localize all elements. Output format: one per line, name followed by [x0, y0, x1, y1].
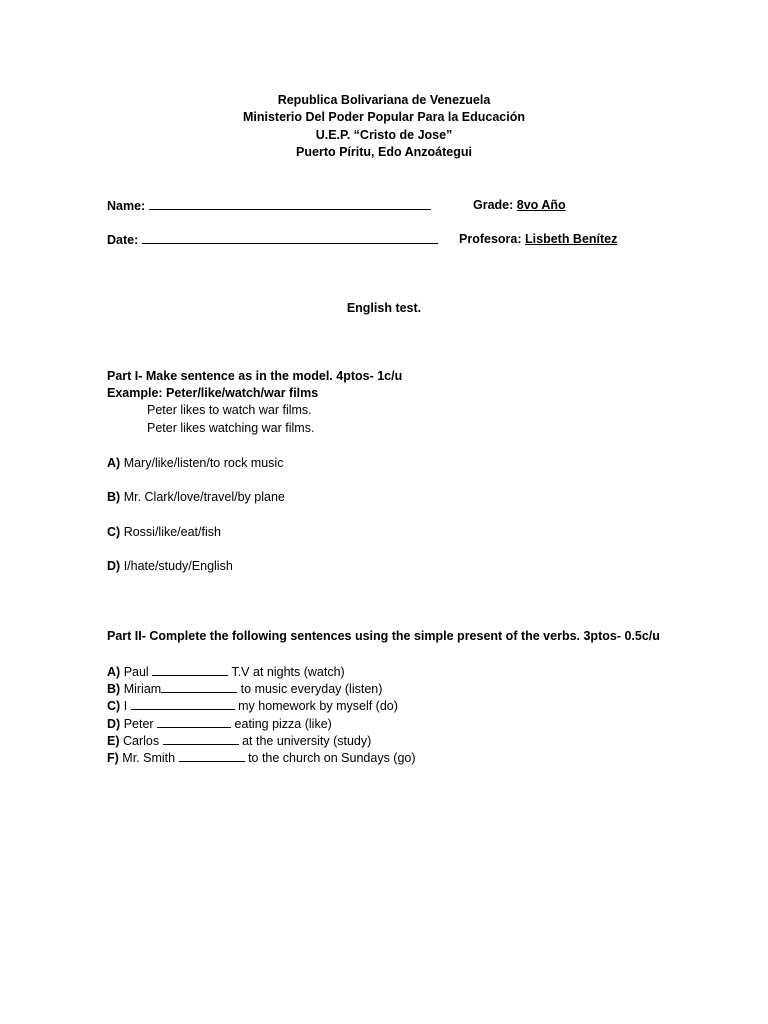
- header-line-2: Ministerio Del Poder Popular Para la Educación: [242, 110, 526, 124]
- part2-heading: Part II- Complete the following sentences using the simple present of the verbs. 3ptos- 0.5c/u: [107, 629, 660, 643]
- name-row: [107, 197, 431, 215]
- test-title: English test.: [346, 301, 422, 315]
- teacher-row: [459, 231, 617, 248]
- date-row: [107, 231, 438, 249]
- answer-blank[interactable]: [163, 732, 239, 745]
- answer-blank[interactable]: [179, 749, 245, 762]
- part2-item: B) Miriam to music everyday (listen): [107, 682, 383, 696]
- part2-item: C) I my homework by myself (do): [107, 699, 398, 713]
- teacher-label: Profesora:: [459, 232, 522, 246]
- answer-blank[interactable]: [152, 663, 228, 676]
- header-line-4: Puerto Píritu, Edo Anzoátegui: [296, 145, 472, 159]
- grade-value: 8vo Año: [516, 198, 566, 212]
- part1-example-answer-1: Peter likes to watch war films.: [147, 403, 312, 417]
- teacher-value: Lisbeth Benítez: [525, 232, 618, 246]
- part1-item: D) I/hate/study/English: [107, 559, 233, 573]
- date-label: Date:: [107, 233, 139, 247]
- part1-item: C) Rossi/like/eat/fish: [107, 525, 221, 539]
- header-line-1: Republica Bolivariana de Venezuela: [277, 93, 491, 107]
- grade-label: Grade:: [473, 198, 514, 212]
- part1-item: B) Mr. Clark/love/travel/by plane: [107, 490, 285, 504]
- answer-blank[interactable]: [161, 680, 237, 693]
- part1-item: A) Mary/like/listen/to rock music: [107, 456, 284, 470]
- part2-item: D) Peter eating pizza (like): [107, 717, 332, 731]
- part2-item: A) Paul T.V at nights (watch): [107, 665, 345, 679]
- part1-example-answer-2: Peter likes watching war films.: [147, 421, 315, 435]
- header-line-3: U.E.P. “Cristo de Jose”: [315, 128, 453, 142]
- part1-heading: Part I- Make sentence as in the model. 4ptos- 1c/u: [107, 369, 403, 383]
- date-blank[interactable]: [142, 231, 438, 244]
- answer-blank[interactable]: [131, 697, 235, 710]
- name-blank[interactable]: [149, 197, 431, 210]
- name-label: Name:: [107, 199, 146, 213]
- part2-item: E) Carlos at the university (study): [107, 734, 372, 748]
- part1-example: Example: Peter/like/watch/war films: [107, 386, 319, 400]
- answer-blank[interactable]: [157, 715, 231, 728]
- grade-row: [473, 197, 566, 214]
- part2-item: F) Mr. Smith to the church on Sundays (go): [107, 751, 416, 765]
